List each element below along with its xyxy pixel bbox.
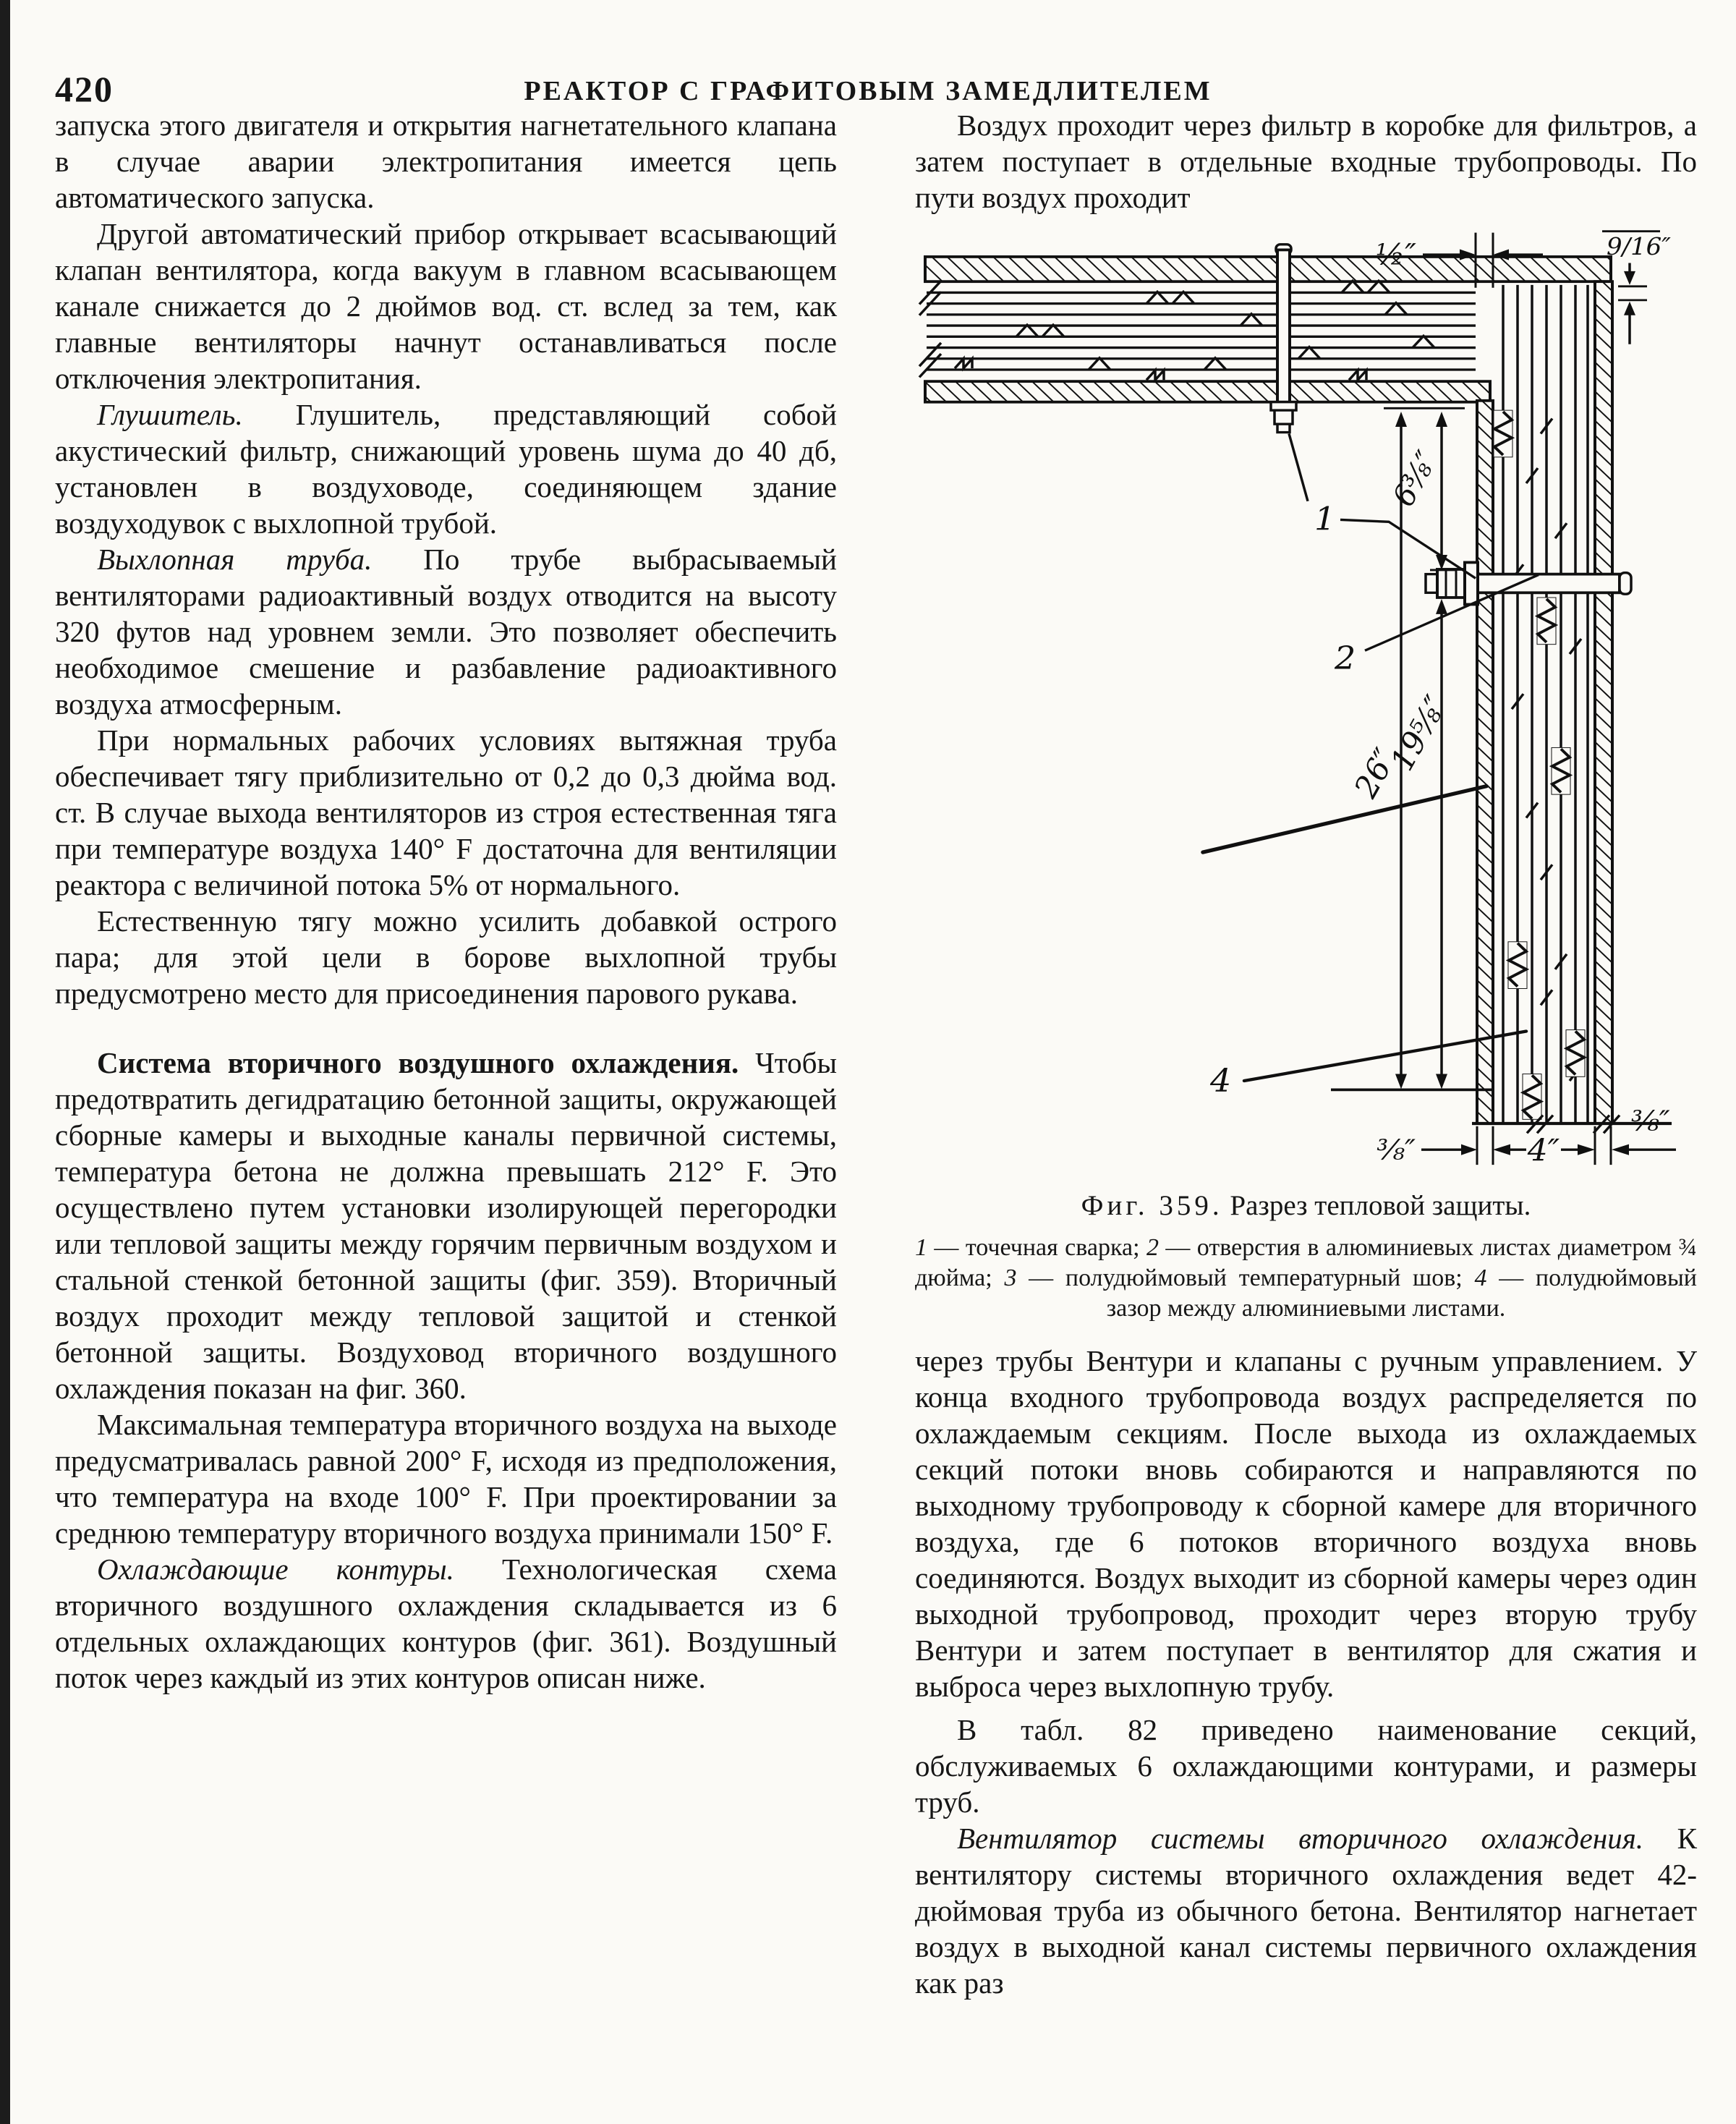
paragraph-lead: Вентилятор системы вторичного охлаждения.	[957, 1822, 1644, 1855]
legend-item-text: — точечная сварка;	[927, 1234, 1146, 1261]
figure-legend	[915, 1233, 1697, 1324]
thermal-shield-cross-section-drawing	[915, 227, 1682, 1181]
paragraph-text: Глушитель, представляющий собой акустический фильтр, снижающий уровень шума до 40 дб, установлен в воздуховоде, соединяющем здание воздуходувок с выхлопной трубой.	[55, 398, 837, 540]
paragraph	[55, 216, 837, 396]
paragraph	[55, 903, 837, 1011]
paragraph-text: Чтобы предотвратить дегидратацию бетонной защиты, окружающей сборные камеры и выходные каналы первичной системы, температура бетона не должна превышать 212° F. Это осуществлено путем установки изолирующей перегородки или тепловой защиты между горячим первичным воздухом и стальной стенкой бетонной защиты (фиг. 359). Вторичный воздух проходит между тепловой защитой и стенкой бетонной защиты. Воздуховод вторичного воздушного охлаждения показан на фиг. 360.	[55, 1046, 838, 1405]
legend-item-number: 1	[915, 1234, 927, 1261]
dim-twenty-six-label: 26″	[1347, 743, 1405, 804]
legend-item-text: — полудюймовый зазор между алюминиевыми листами.	[1106, 1265, 1698, 1322]
paragraph-text: Другой автоматический прибор открывает всасывающий клапан вентилятора, когда вакуум в главном всасывающем канале снижается до 2 дюймов вод. ст. вслед за тем, как главные вентиляторы начнут останавливаться после отключения электропитания.	[55, 217, 837, 395]
temperature-joint-leader	[1203, 786, 1486, 852]
dim-nineteen-five-eighths-label: 19⅝″	[1383, 689, 1455, 777]
paragraph	[915, 1820, 1697, 2001]
dim-six-three-eighths-label: 6⅜″	[1385, 445, 1445, 512]
paragraph	[55, 396, 837, 541]
paragraph-text: При нормальных рабочих условиях вытяжная труба обеспечивает тягу приблизительно от 0,2 до 0,3 дюйма вод. ст. В случае выхода вентиляторов из строя естественная тяга при температуре воздуха 140° F достаточна для вентиляции реактора с величиной потока 5% от нормального.	[55, 723, 837, 901]
paragraph	[55, 541, 837, 722]
legend-item-number: 3	[1004, 1265, 1017, 1291]
paragraph-lead: Глушитель.	[97, 398, 243, 431]
paragraph	[915, 1343, 1697, 1704]
dim-four-inch-label: 4″	[1527, 1133, 1560, 1169]
paragraph-text: По трубе выбрасываемый вентиляторами радиоактивный воздух отводится на высоту 320 футов над уровнем земли. Это позволяет обеспечить необходимое смешение и разбавление радиоактивного воздуха атмосферным.	[55, 543, 837, 721]
callout-2: 2	[1335, 639, 1356, 677]
paragraph	[915, 107, 1697, 216]
paragraph-text: Технологическая схема вторичного воздушного охлаждения складывается из 6 отдельных охлаждающих контуров (фиг. 361). Воздушный поток через каждый из этих контуров описан ниже.	[55, 1552, 837, 1694]
page-number: 420	[55, 69, 114, 109]
paragraph-text: Максимальная температура вторичного воздуха на выходе предусматривалась равной 200° F, исходя из предположения, что температура на входе 100° F. При проектировании за среднюю температуру вторичного воздуха принимали 150° F.	[55, 1408, 837, 1550]
paragraph	[55, 722, 837, 903]
dim-three-eighths-right-label: ⅜″	[1631, 1105, 1670, 1138]
section-heading: Система вторичного воздушного охлаждения.	[97, 1046, 739, 1079]
paragraph	[55, 107, 837, 216]
paragraph	[55, 1406, 837, 1551]
paragraph-text: К вентилятору системы вторичного охлаждения ведет 42-дюймовая труба из обычного бетона. Вентилятор нагнетает воздух в выходной канал системы первичного охлаждения как раз	[915, 1822, 1697, 2000]
legend-item-text: — полудюймовый температурный шов;	[1016, 1265, 1475, 1291]
inner-wall-plate	[1477, 401, 1493, 1123]
paragraph-lead: Выхлопная труба.	[97, 543, 373, 576]
figure-caption-text: Разрез тепловой защиты.	[1222, 1190, 1531, 1221]
vertical-aluminium-sheets	[1503, 285, 1588, 1122]
legend-item-number: 2	[1146, 1234, 1159, 1261]
legend-item-number: 4	[1474, 1265, 1487, 1291]
expansion-joint-symbols	[1494, 410, 1585, 1119]
horizontal-aluminium-sheets	[919, 281, 1476, 380]
dim-half-inch-label: ½″	[1375, 237, 1416, 272]
figure-caption	[915, 1189, 1697, 1223]
paragraph-text: Воздух проходит через фильтр в коробке для фильтров, а затем поступает в отдельные входные трубопроводы. По пути воздух проходит	[915, 109, 1697, 214]
left-column	[55, 107, 837, 2001]
dim-three-eighths-left-label: ⅜″	[1377, 1134, 1416, 1167]
callout-1: 1	[1314, 500, 1336, 538]
paragraph	[915, 1712, 1697, 1820]
legend-item-text: — отверстия в алюминиевых листах диаметром ¾ дюйма;	[915, 1234, 1697, 1291]
paragraph-text: Естественную тягу можно усилить добавкой острого пара; для этой цели в борове выхлопной трубы предусмотрено место для присоединения парового рукава.	[55, 904, 837, 1010]
figure-359	[915, 227, 1697, 1324]
right-column	[915, 107, 1697, 2001]
callout-4: 4	[1210, 1062, 1232, 1100]
scan-edge-shadow	[0, 0, 10, 2124]
section-paragraph	[55, 1045, 837, 1406]
paragraph	[55, 1551, 837, 1696]
paragraph-text: В табл. 82 приведено наименование секций, обслуживаемых 6 охлаждающими контурами, и размеры труб.	[915, 1713, 1697, 1819]
top-steel-plate	[925, 257, 1611, 281]
paragraph-text: запуска этого двигателя и открытия нагнетательного клапана в случае аварии электропитания имеется цепь автоматического запуска.	[55, 109, 837, 214]
outer-wall-plate	[1595, 281, 1612, 1123]
bottom-steel-plate	[925, 381, 1490, 402]
paragraph-lead: Охлаждающие контуры.	[97, 1552, 454, 1586]
dimension-nineteen-five-eighths	[1384, 599, 1455, 1089]
text-columns	[55, 107, 1697, 2001]
running-title: РЕАКТОР С ГРАФИТОВЫМ ЗАМЕДЛИТЕЛЕМ	[524, 76, 1212, 106]
paragraph-text: через трубы Вентури и клапаны с ручным управлением. У конца входного трубопровода воздух распределяется по охлаждаемым секциям. После выхода из охлаждаемых секций потоки вновь собираются и направляются по выходному трубопроводу к сборной камере для вторичного воздуха, где 6 потоков вторичного воздуха вновь соединяются. Воздух выходит из сборной камеры через один выходной трубопровод, проходит через вторую трубу Вентури и затем поступает в вентилятор для сжатия и выброса через выхлопную трубу.	[915, 1344, 1697, 1703]
dim-nine-sixteenths-label: 9/16″	[1607, 232, 1672, 260]
figure-caption-number: Фиг. 359.	[1081, 1190, 1223, 1221]
